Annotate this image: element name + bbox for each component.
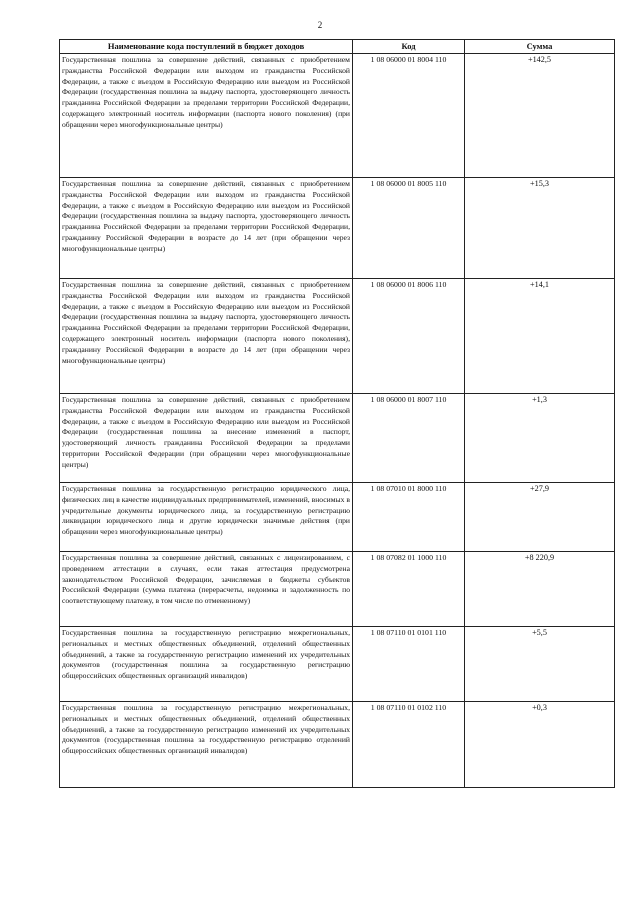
row-sum: +5,5	[465, 627, 615, 702]
row-name: Государственная пошлина за совершение действий, связанных с приобретением гражданства Российской Федерации или выходом из гражданства Российской Федерации, а также с въездом в Российскую Федерацию или выездом из Российской Федерации (государственная пошлина за внесение изменений в паспорт, удостоверяющий личность гражданина Российской Федерации за пределами территории Российской Федерации (при обращении через многофункциональные центры)	[60, 394, 353, 483]
row-code: 1 08 06000 01 8007 110	[353, 394, 465, 483]
table-header-row	[60, 40, 615, 54]
row-sum: +0,3	[465, 702, 615, 788]
revenue-table	[59, 39, 615, 788]
table-row	[60, 178, 615, 279]
row-name: Государственная пошлина за совершение действий, связанных с приобретением гражданства Российской Федерации или выходом из гражданства Российской Федерации, а также с въездом в Российскую Федерацию или выездом из Российской Федерации (государственная пошлина за выдачу паспорта, удостоверяющего личность гражданина Российской Федерации за пределами территории Российской Федерации, содержащего электронный носитель информации (паспорта нового поколения), гражданину Российской Федерации в возрасте до 14 лет (при обращении через многофункциональные центры)	[60, 279, 353, 394]
table-row	[60, 552, 615, 627]
row-code: 1 08 07110 01 0101 110	[353, 627, 465, 702]
table-row	[60, 279, 615, 394]
row-name: Государственная пошлина за совершение действий, связанных с приобретением гражданства Российской Федерации или выходом из гражданства Российской Федерации, а также с въездом в Российскую Федерацию или выездом из Российской Федерации (государственная пошлина за выдачу паспорта, удостоверяющего личность гражданина Российской Федерации за пределами территории Российской Федерации, содержащего электронный носитель информации (паспорта нового поколения) (при обращении через многофункциональные центры)	[60, 54, 353, 178]
row-sum: +27,9	[465, 483, 615, 552]
header-name: Наименование кода поступлений в бюджет доходов	[60, 40, 353, 54]
row-sum: +15,3	[465, 178, 615, 279]
table-row	[60, 483, 615, 552]
row-sum: +1,3	[465, 394, 615, 483]
row-name: Государственная пошлина за государственную регистрацию межрегиональных, региональных и местных общественных объединений, отделений общественных объединений, а также за государственную регистрацию изменений их учредительных документов (государственная пошлина за государственную регистрацию общероссийских общественных организаций инвалидов)	[60, 627, 353, 702]
row-name: Государственная пошлина за совершение действий, связанных с лицензированием, с проведением аттестации в случаях, если такая аттестация предусмотрена законодательством Российской Федерации, зачисляемая в бюджеты субъектов Российской Федерации (сумма платежа (перерасчеты, недоимка и задолженность по соответствующему платежу, в том числе по отмененному)	[60, 552, 353, 627]
page-number: 2	[317, 20, 323, 30]
table-row	[60, 394, 615, 483]
row-code: 1 08 06000 01 8006 110	[353, 279, 465, 394]
row-code: 1 08 07110 01 0102 110	[353, 702, 465, 788]
row-code: 1 08 07082 01 1000 110	[353, 552, 465, 627]
header-code: Код	[353, 40, 465, 54]
row-sum: +14,1	[465, 279, 615, 394]
row-sum: +8 220,9	[465, 552, 615, 627]
table-row	[60, 627, 615, 702]
row-code: 1 08 07010 01 8000 110	[353, 483, 465, 552]
row-code: 1 08 06000 01 8004 110	[353, 54, 465, 178]
row-sum: +142,5	[465, 54, 615, 178]
row-code: 1 08 06000 01 8005 110	[353, 178, 465, 279]
table-row	[60, 54, 615, 178]
row-name: Государственная пошлина за совершение действий, связанных с приобретением гражданства Российской Федерации или выходом из гражданства Российской Федерации, а также с въездом в Российскую Федерацию или выездом из Российской Федерации (государственная пошлина за выдачу паспорта, удостоверяющего личность гражданина Российской Федерации за пределами территории Российской Федерации, гражданину Российской Федерации в возрасте до 14 лет (при обращении через многофункциональные центры)	[60, 178, 353, 279]
row-name: Государственная пошлина за государственную регистрацию юридического лица, физических лиц в качестве индивидуальных предпринимателей, изменений, вносимых в учредительные документы юридического лица, за государственную регистрацию ликвидации юридического лица и другие юридически значимые действия (при обращении через многофункциональные центры)	[60, 483, 353, 552]
header-sum: Сумма	[465, 40, 615, 54]
row-name: Государственная пошлина за государственную регистрацию межрегиональных, региональных и местных общественных объединений, отделений общественных объединений, а также за государственную регистрацию изменений их учредительных документов (государственная пошлина за государственную регистрацию отделений общероссийских общественных организаций инвалидов)	[60, 702, 353, 788]
table-row	[60, 702, 615, 788]
